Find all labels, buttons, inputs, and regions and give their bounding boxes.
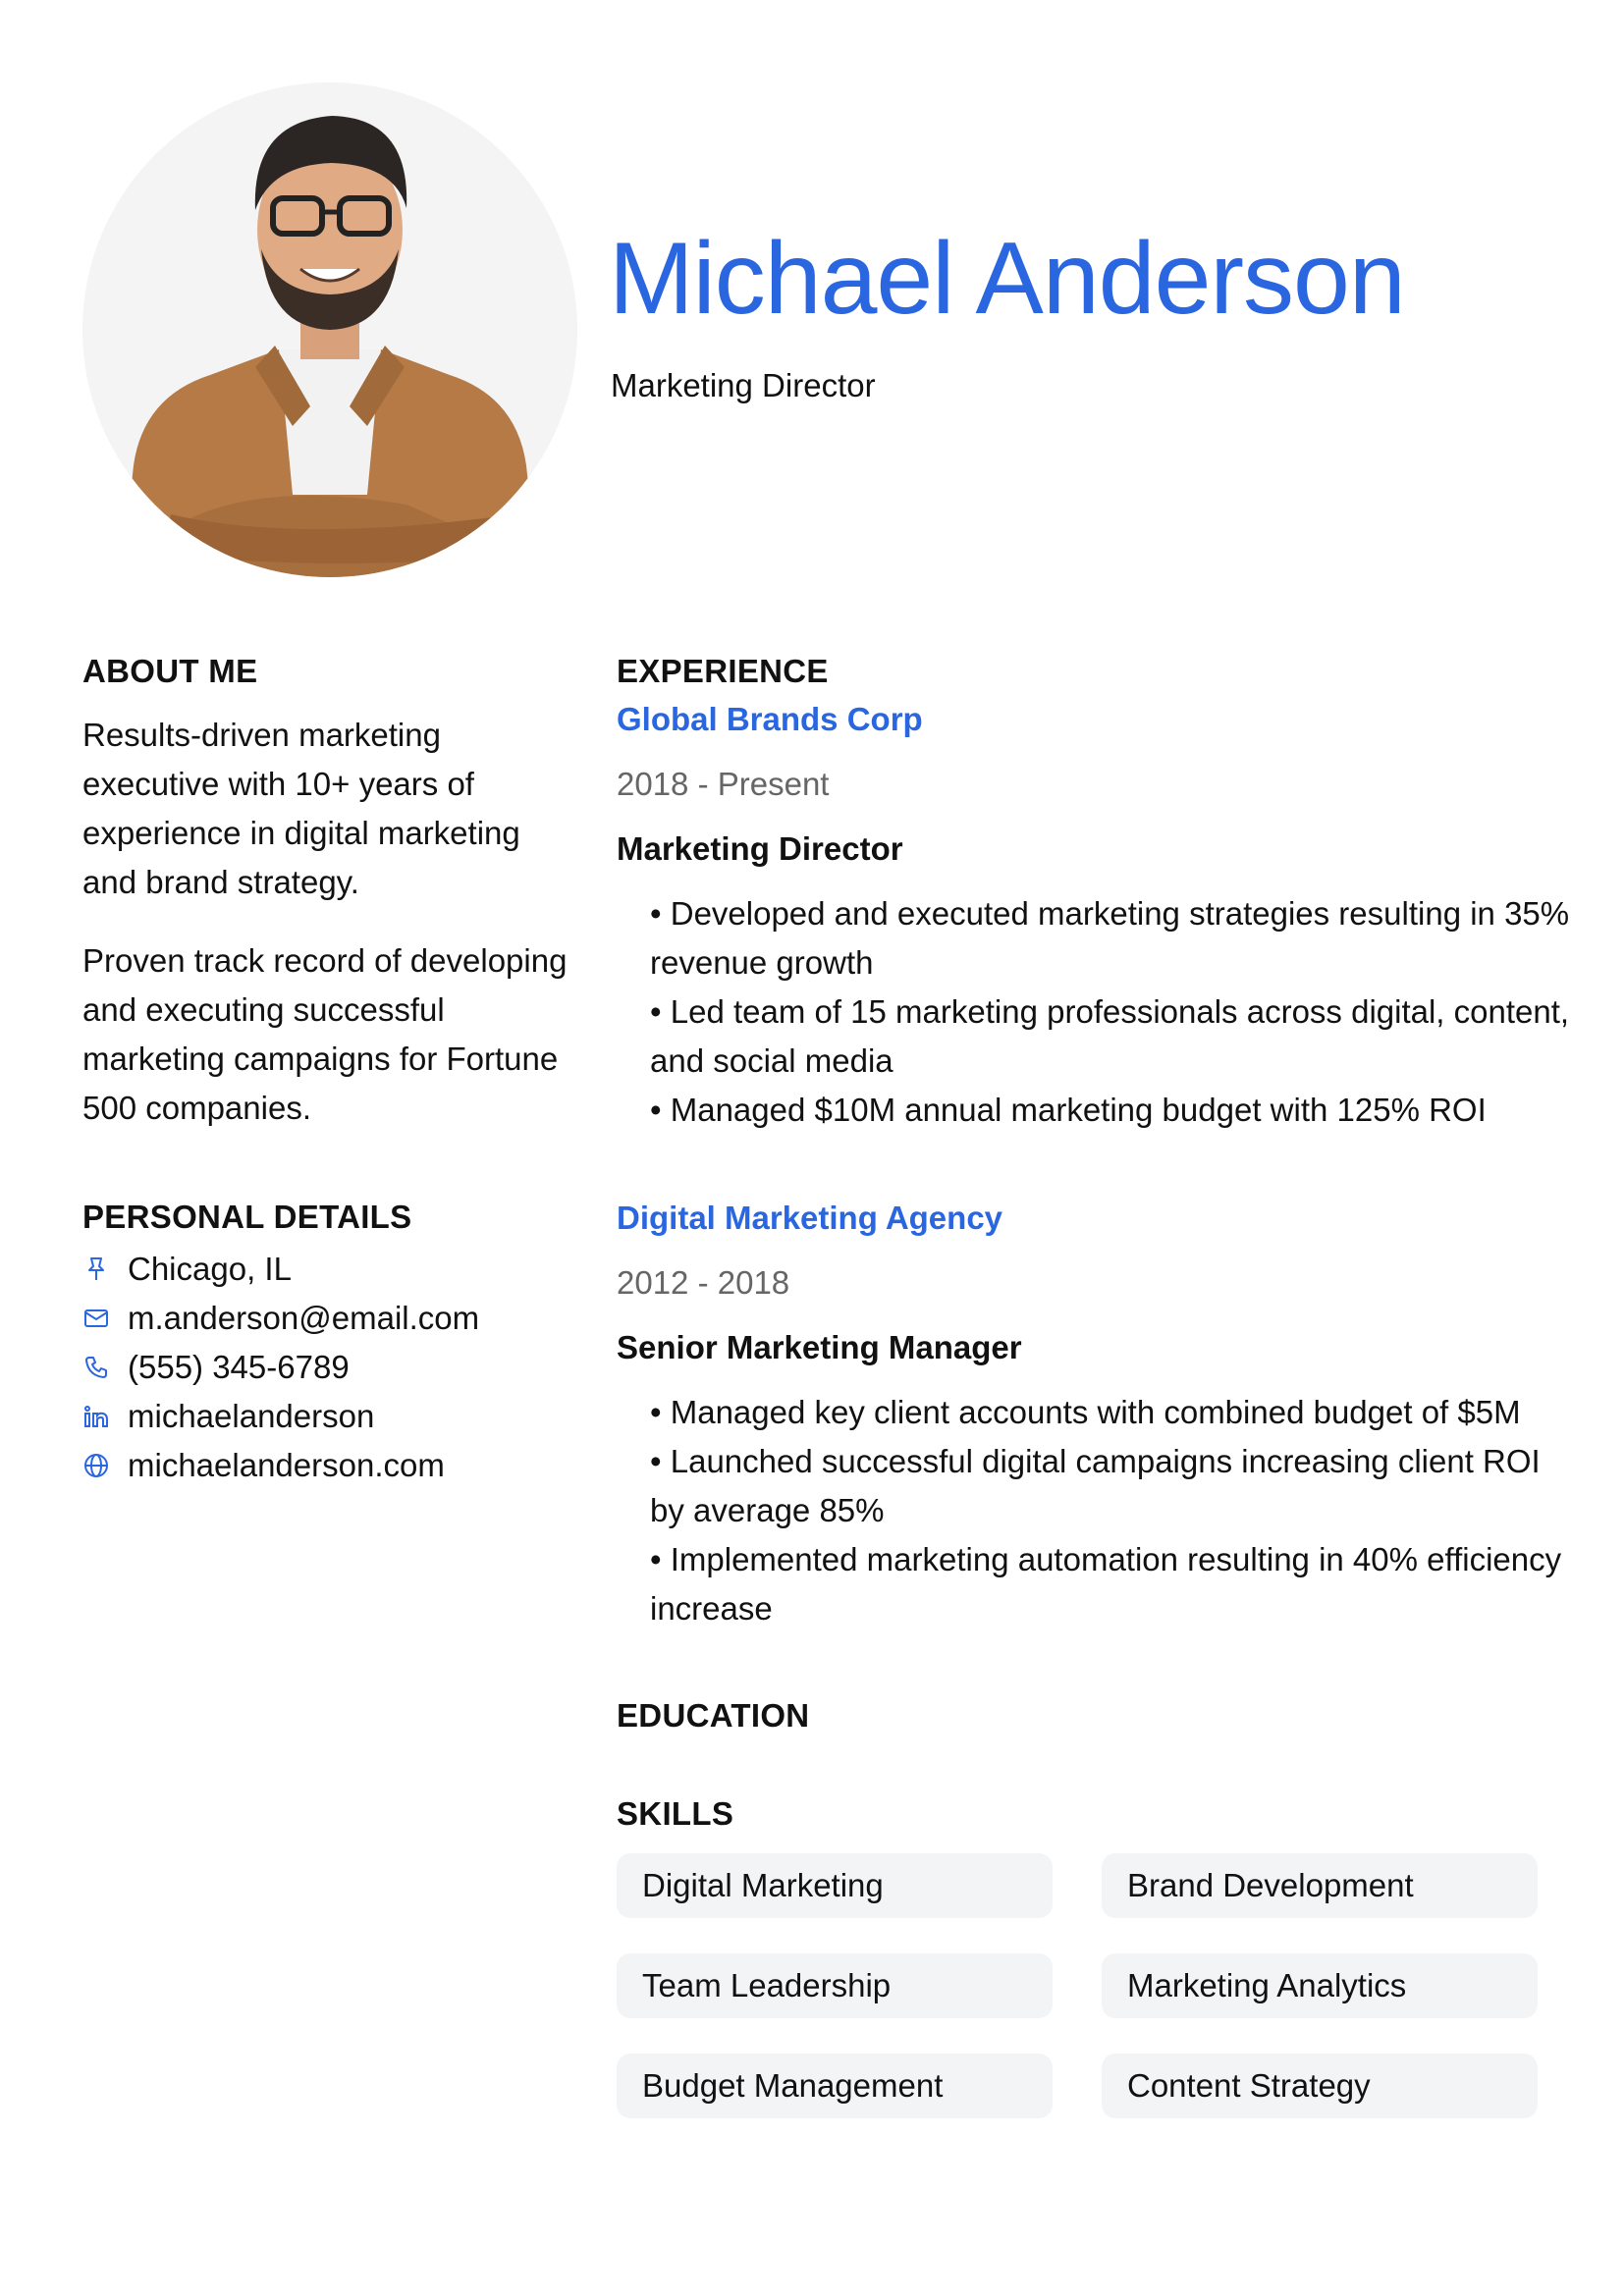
location-text: Chicago, IL [128, 1251, 292, 1287]
website-text[interactable]: michaelanderson.com [128, 1447, 445, 1483]
phone-text[interactable]: (555) 345-6789 [128, 1349, 350, 1385]
company-name: Digital Marketing Agency [617, 1200, 1003, 1236]
detail-phone[interactable] [82, 1343, 573, 1392]
phone-icon [82, 1354, 110, 1381]
job-dates: 2018 - Present [617, 766, 830, 802]
job-title: Senior Marketing Manager [617, 1329, 1022, 1365]
education-section [617, 1692, 1559, 1739]
candidate-name: Michael Anderson [609, 222, 1405, 336]
job-title: Marketing Director [617, 830, 903, 867]
company-name: Global Brands Corp [617, 701, 923, 737]
linkedin-text[interactable]: michaelanderson [128, 1398, 375, 1434]
pin-icon [82, 1255, 110, 1283]
experience-section [617, 648, 1570, 1633]
skill-chip: Content Strategy [1102, 2054, 1538, 2118]
skill-chip: Brand Development [1102, 1853, 1538, 1918]
skill-chip: Team Leadership [617, 1953, 1053, 2018]
detail-email[interactable] [82, 1294, 573, 1343]
about-paragraph: Results-driven marketing executive with 10+ years of experience in digital marketing and brand strategy. [82, 717, 520, 900]
skill-grid [617, 1853, 1559, 2118]
skill-chip: Marketing Analytics [1102, 1953, 1538, 2018]
job-dates: 2012 - 2018 [617, 1264, 790, 1301]
job-entry [617, 1194, 1562, 1633]
about-paragraph: Proven track record of developing and executing successful marketing campaigns for Fortune 500 companies. [82, 942, 568, 1126]
detail-location [82, 1245, 573, 1294]
job-bullets [617, 889, 1570, 1135]
portrait-illustration [82, 82, 577, 577]
skills-section [617, 1790, 1559, 2118]
detail-website[interactable] [82, 1441, 573, 1490]
personal-details-section [82, 1194, 573, 1490]
job-bullet: • Managed key client accounts with combined budget of $5M [650, 1388, 1573, 1437]
skill-chip: Digital Marketing [617, 1853, 1053, 1918]
job-entry [617, 695, 1570, 1135]
job-bullet: • Led team of 15 marketing professionals across digital, content, and social media [650, 988, 1573, 1086]
job-bullet: • Implemented marketing automation resulting in 40% efficiency increase [650, 1535, 1573, 1633]
job-bullets [617, 1388, 1562, 1633]
section-title-skills: SKILLS [617, 1795, 734, 1832]
mail-icon [82, 1305, 110, 1332]
left-column [82, 648, 573, 1490]
skill-chip: Budget Management [617, 2054, 1053, 2118]
section-title-experience: EXPERIENCE [617, 653, 829, 689]
detail-linkedin[interactable] [82, 1392, 573, 1441]
job-bullet: • Launched successful digital campaigns increasing client ROI by average 85% [650, 1437, 1573, 1535]
section-title-about: ABOUT ME [82, 653, 258, 689]
profile-photo [82, 82, 577, 577]
job-bullet: • Developed and executed marketing strategies resulting in 35% revenue growth [650, 889, 1573, 988]
about-section [82, 648, 573, 1133]
job-bullet: • Managed $10M annual marketing budget with 125% ROI [650, 1086, 1573, 1135]
candidate-role: Marketing Director [611, 367, 876, 403]
right-column [617, 648, 1570, 2118]
detail-list [82, 1245, 573, 1490]
linkedin-icon [82, 1403, 110, 1430]
globe-icon [82, 1452, 110, 1479]
section-title-personal-details: PERSONAL DETAILS [82, 1199, 412, 1235]
email-text[interactable]: m.anderson@email.com [128, 1300, 480, 1336]
section-title-education: EDUCATION [617, 1697, 810, 1734]
